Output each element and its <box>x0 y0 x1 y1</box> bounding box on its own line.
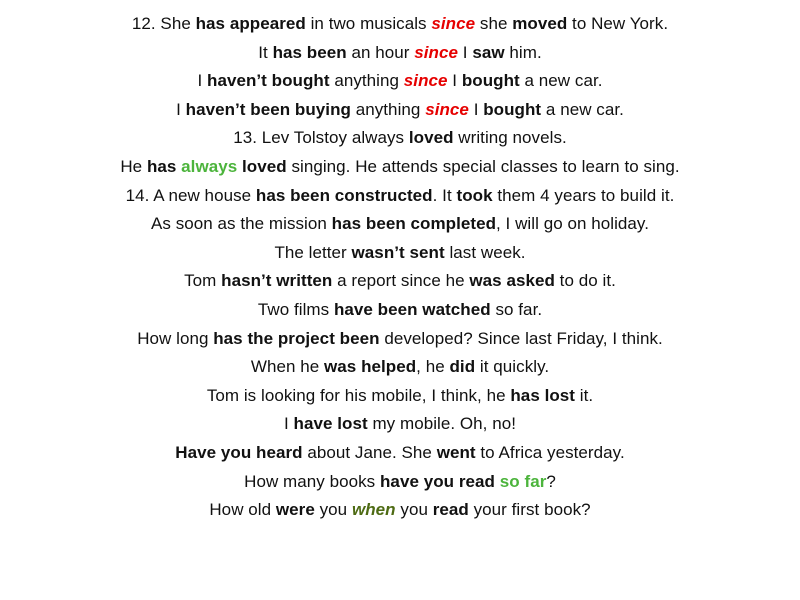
highlighted-phrase: was asked <box>469 271 555 291</box>
text-segment: it. <box>575 385 594 405</box>
text-segment: last week. <box>444 242 526 262</box>
highlighted-phrase: so far <box>499 471 547 491</box>
text-segment: I <box>468 99 484 119</box>
highlighted-phrase: read <box>432 500 469 520</box>
text-segment: I <box>176 99 186 119</box>
highlighted-phrase: has <box>146 156 177 176</box>
highlighted-phrase: haven’t bought <box>207 71 330 91</box>
text-segment: about Jane. She <box>302 442 437 462</box>
text-segment: How long <box>137 328 214 348</box>
sentence-line <box>0 153 800 182</box>
highlighted-phrase: haven’t been buying <box>185 99 351 119</box>
text-segment: I <box>283 414 294 434</box>
text-segment: she <box>475 14 513 33</box>
text-segment: Two films <box>257 299 334 319</box>
text-segment: I <box>447 71 462 91</box>
text-segment: , he <box>416 357 450 377</box>
highlighted-phrase: bought <box>461 71 520 91</box>
highlighted-phrase: hasn’t written <box>221 271 333 291</box>
text-segment: so far. <box>490 299 543 319</box>
highlighted-phrase: Have you heard <box>175 442 303 462</box>
text-segment: When he <box>250 357 325 377</box>
highlighted-phrase: was helped <box>324 357 417 377</box>
text-segment: you <box>314 500 352 520</box>
highlighted-phrase: did <box>449 357 476 377</box>
text-segment: It <box>258 42 273 62</box>
text-segment: anything <box>350 99 426 119</box>
highlighted-phrase: has appeared <box>195 14 306 33</box>
text-segment: He <box>120 156 147 176</box>
sentence-line <box>0 382 800 411</box>
text-segment: The letter <box>274 242 352 262</box>
text-segment: a new car. <box>541 99 624 119</box>
highlighted-phrase: have you read <box>380 471 495 491</box>
sentence-line <box>0 67 800 96</box>
highlighted-phrase: loved <box>242 156 287 176</box>
text-segment: your first book? <box>468 500 591 520</box>
sentence-line <box>0 353 800 382</box>
text-segment: 12. She <box>131 14 196 33</box>
text-segment: 14. A new house <box>125 185 256 205</box>
text-segment: an hour <box>346 42 415 62</box>
highlighted-phrase: went <box>436 442 476 462</box>
text-segment: As soon as the mission <box>150 214 332 234</box>
text-segment: How old <box>209 500 276 520</box>
text-segment: I <box>458 42 473 62</box>
text-segment: to do it. <box>554 271 616 291</box>
highlighted-phrase: has been <box>272 42 347 62</box>
text-segment: I <box>197 71 208 91</box>
sentence-line <box>0 182 800 211</box>
highlighted-phrase: were <box>275 500 315 520</box>
highlighted-phrase: loved <box>408 128 454 148</box>
text-segment: my mobile. Oh, no! <box>367 414 517 434</box>
text-segment: ? <box>546 471 556 491</box>
sentence-line <box>0 124 800 153</box>
sentence-line <box>0 325 800 354</box>
text-segment: them 4 years to build it. <box>492 185 675 205</box>
text-segment: anything <box>329 71 404 91</box>
highlighted-phrase: since <box>414 42 458 62</box>
highlighted-phrase: moved <box>512 14 568 33</box>
sentence-line <box>0 439 800 468</box>
text-segment: in two musicals <box>305 14 432 33</box>
text-segment: Tom <box>184 271 222 291</box>
text-segment: , I will go on holiday. <box>496 214 649 234</box>
highlighted-phrase: have lost <box>293 414 368 434</box>
highlighted-phrase: have been watched <box>333 299 491 319</box>
text-segment: a report since he <box>332 271 470 291</box>
text-segment: singing. He attends special classes to learn to sing. <box>286 156 680 176</box>
sentence-line <box>0 468 800 497</box>
text-segment: a new car. <box>519 71 603 91</box>
sentence-line <box>0 296 800 325</box>
sentence-line <box>0 210 800 239</box>
highlighted-phrase: has been constructed <box>255 185 433 205</box>
highlighted-phrase: bought <box>483 99 542 119</box>
sentence-line <box>0 39 800 68</box>
highlighted-phrase: wasn’t sent <box>351 242 445 262</box>
highlighted-phrase: took <box>456 185 493 205</box>
text-segment: developed? Since last Friday, I think. <box>379 328 663 348</box>
sentence-line <box>0 10 800 39</box>
highlighted-phrase: when <box>351 500 396 520</box>
highlighted-phrase: has been completed <box>331 214 497 234</box>
highlighted-phrase: always <box>181 156 238 176</box>
highlighted-phrase: has the project been <box>213 328 380 348</box>
text-segment: you <box>395 500 433 520</box>
highlighted-phrase: since <box>425 99 469 119</box>
text-segment: 13. Lev Tolstoy always <box>233 128 409 148</box>
sentence-line <box>0 239 800 268</box>
text-segment: Tom is looking for his mobile, I think, he <box>206 385 511 405</box>
sentence-line <box>0 496 800 525</box>
highlighted-phrase: has lost <box>510 385 576 405</box>
sentence-line <box>0 267 800 296</box>
text-segment: to Africa yesterday. <box>475 442 625 462</box>
highlighted-phrase: saw <box>472 42 505 62</box>
text-segment: to New York. <box>567 14 669 33</box>
sentence-line <box>0 96 800 125</box>
text-segment: How many books <box>244 471 380 491</box>
highlighted-phrase: since <box>431 14 476 33</box>
text-segment: it quickly. <box>475 357 550 377</box>
sentence-line <box>0 410 800 439</box>
text-segment: him. <box>504 42 542 62</box>
sentence-list <box>0 10 800 525</box>
text-segment: . It <box>432 185 457 205</box>
text-segment: writing novels. <box>453 128 567 148</box>
highlighted-phrase: since <box>403 71 448 91</box>
